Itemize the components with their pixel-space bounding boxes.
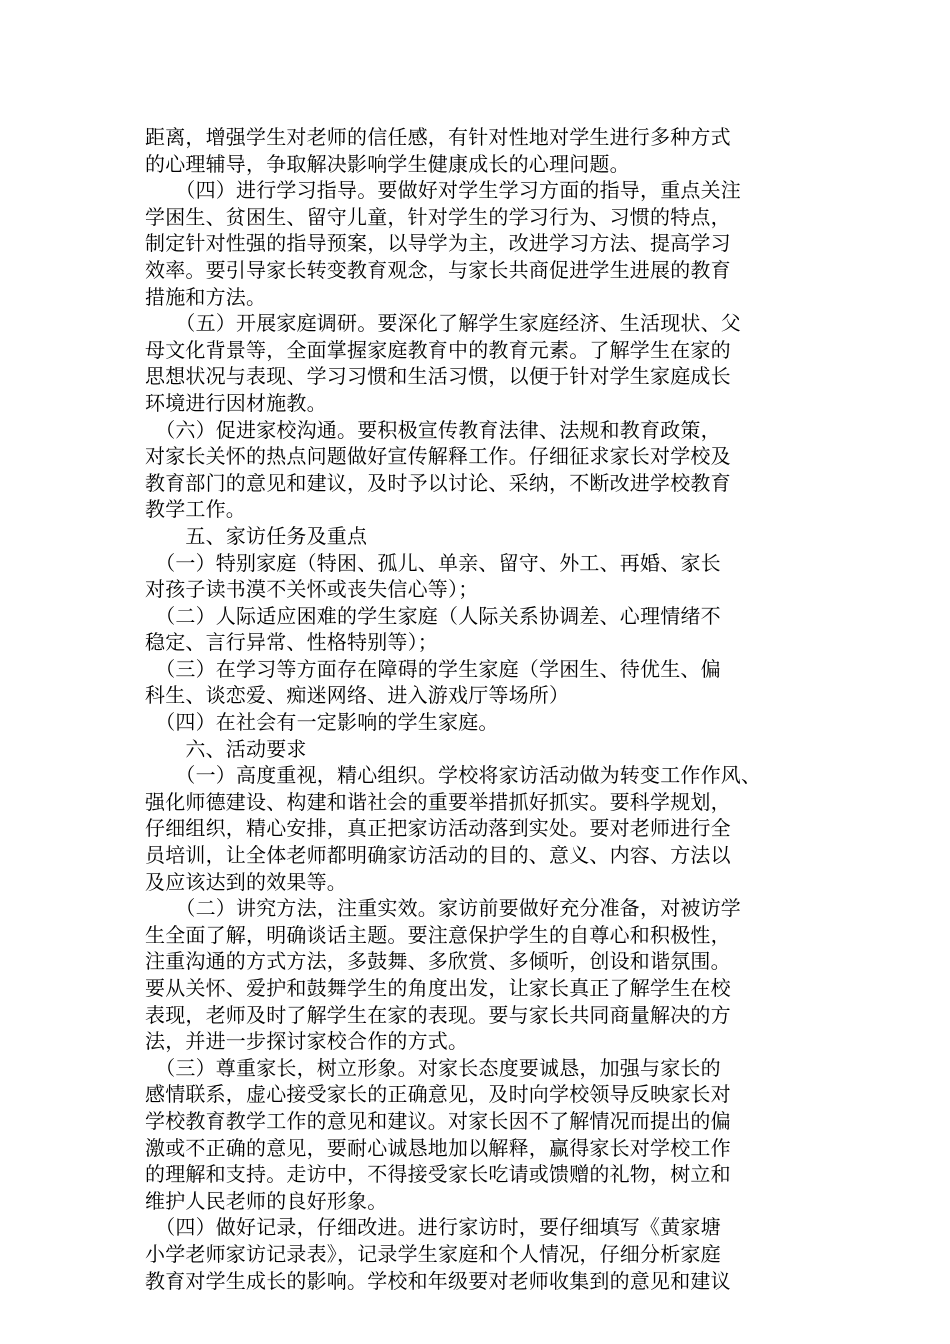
text-line: 效率。要引导家长转变教育观念，与家长共商促进学生进展的教育 [145,257,731,282]
text-line: 学校教育教学工作的意见和建议。对家长因不了解情况而提出的偏 [145,1108,731,1133]
text-line: 维护人民老师的良好形象。 [145,1188,388,1213]
text-line: 母文化背景等，全面掌握家庭教育中的教育元素。了解学生在家的 [145,337,731,362]
text-line: （五）开展家庭调研。要深化了解学生家庭经济、生活现状、父 [145,311,741,336]
text-line: 制定针对性强的指导预案，以导学为主，改进学习方法、提高学习 [145,231,731,256]
text-line: （二）讲究方法，注重实效。家访前要做好充分准备，对被访学 [145,896,741,921]
text-line: 措施和方法。 [145,284,267,309]
text-line: 教育对学生成长的影响。学校和年级要对老师收集到的意见和建议 [145,1268,731,1293]
text-line: 小学老师家访记录表》，记录学生家庭和个人情况，仔细分析家庭 [145,1241,721,1266]
text-line: 稳定、言行异常、性格特别等）； [145,630,438,655]
text-line: 思想状况与表现、学习习惯和生活习惯，以便于针对学生家庭成长 [145,364,731,389]
text-line: 教育部门的意见和建议，及时予以讨论、采纳，不断改进学校教育 [145,470,731,495]
text-line: 的理解和支持。走访中，不得接受家长吃请或馈赠的礼物，树立和 [145,1162,731,1187]
text-line: 表现，老师及时了解学生在家的表现。要与家长共同商量解决的方 [145,1002,731,1027]
text-line: 距离，增强学生对老师的信任感，有针对性地对学生进行多种方式 [145,125,731,149]
text-line: （六）促进家校沟通。要积极宣传教育法律、法规和教育政策， [145,417,721,442]
text-line: （二）人际适应困难的学生家庭（人际关系协调差、心理情绪不 [145,603,721,628]
text-line: （三）在学习等方面存在障碍的学生家庭（学困生、待优生、偏 [145,656,721,681]
text-line: 环境进行因材施教。 [145,390,327,415]
text-line: 五、家访任务及重点 [145,523,368,548]
text-line: 感情联系，虚心接受家长的正确意见，及时向学校领导反映家长对 [145,1082,731,1107]
text-line: 学困生、贫困生、留守儿童，针对学生的学习行为、习惯的特点， [145,204,731,229]
text-line: 员培训，让全体老师都明确家访活动的目的、意义、内容、方法以 [145,843,731,868]
text-line: 生全面了解，明确谈话主题。要注意保护学生的自尊心和积极性， [145,922,731,947]
text-line: 科生、谈恋爱、痴迷网络、进入游戏厅等场所） [145,683,570,708]
text-line: （一）高度重视，精心组织。学校将家访活动做为转变工作作风、 [145,763,762,788]
text-line: 仔细组织，精心安排，真正把家访活动落到实处。要对老师进行全 [145,816,731,841]
text-line: （四）进行学习指导。要做好对学生学习方面的指导，重点关注 [145,178,741,203]
text-line: 法，并进一步探讨家校合作的方式。 [145,1029,469,1054]
text-line: 注重沟通的方式方法，多鼓舞、多欣赏、多倾听，创设和谐氛围。 [145,949,731,974]
text-line: （四）在社会有一定影响的学生家庭。 [145,710,499,735]
text-line: 六、活动要求 [145,736,307,761]
text-line: 对家长关怀的热点问题做好宣传解释工作。仔细征求家长对学校及 [145,444,731,469]
text-line: 要从关怀、爱护和鼓舞学生的角度出发，让家长真正了解学生在校 [145,976,731,1000]
text-line: （四）做好记录，仔细改进。进行家访时，要仔细填写《黄家塘 [145,1215,721,1240]
text-line: 及应该达到的效果等。 [145,869,347,894]
text-line: 的心理辅导，争取解决影响学生健康成长的心理问题。 [145,151,630,176]
text-line: （一）特别家庭（特困、孤儿、单亲、留守、外工、再婚、家长 [145,550,721,575]
text-line: 激或不正确的意见，要耐心诚恳地加以解释，赢得家长对学校工作 [145,1135,731,1160]
document-body [145,124,835,1294]
text-line: 强化师德建设、构建和谐社会的重要举措抓好抓实。要科学规划， [145,789,731,814]
text-line: 对孩子读书漠不关怀或丧失信心等）； [145,577,479,602]
text-line: 教学工作。 [145,497,246,522]
text-line: （三）尊重家长，树立形象。对家长态度要诚恳，加强与家长的 [145,1055,721,1080]
